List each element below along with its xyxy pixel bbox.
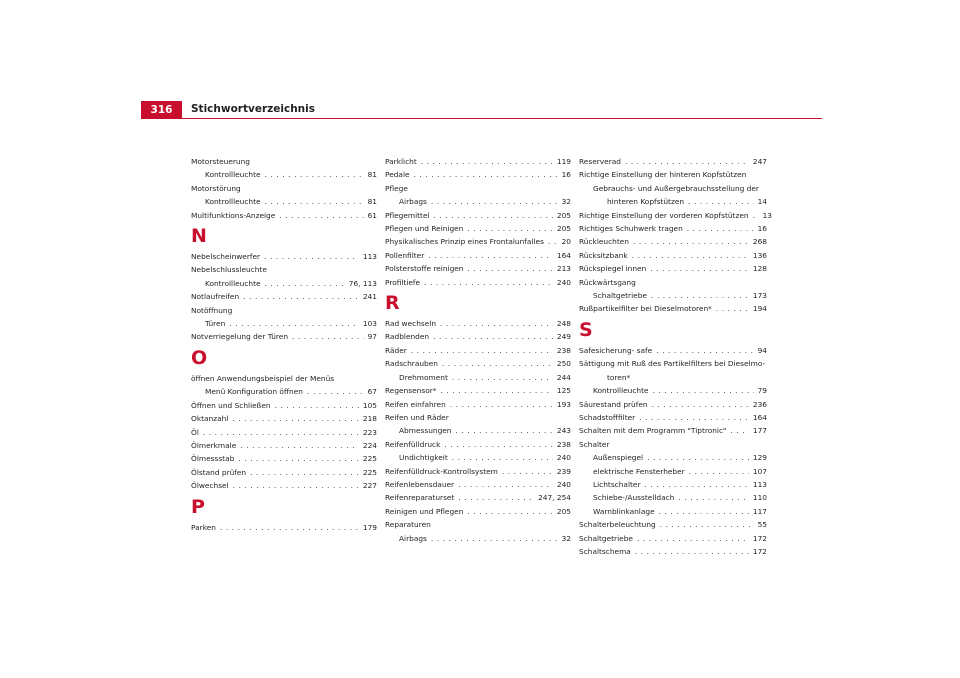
index-entry: elektrische Fensterheber . . . 107 xyxy=(579,465,767,478)
index-entry: Öffnen und Schließen . . . 105 xyxy=(191,399,377,412)
index-entry: Reifenfülldruck . . . 238 xyxy=(385,438,571,451)
index-entry: Rad wechseln . . . 248 xyxy=(385,317,571,330)
index-heading: Sättigung mit Ruß des Partikelfilters bei Dieselmo- xyxy=(579,359,766,369)
index-entry: Schiebe-/Ausstelldach . . . 110 xyxy=(579,491,767,504)
index-entry: Polsterstoffe reinigen . . . 213 xyxy=(385,262,571,275)
section-letter-r: R xyxy=(385,292,400,315)
index-entry: Notlaufreifen . . . 241 xyxy=(191,290,377,303)
index-entry: Öl . . . 223 xyxy=(191,426,377,439)
index-entry: Reinigen und Pflegen . . . 205 xyxy=(385,505,571,518)
index-entry: Safesicherung- safe . . . 94 xyxy=(579,344,767,357)
index-entry: Rußpartikelfilter bei Dieselmotoren* . . . 194 xyxy=(579,302,767,315)
page-number: 316 xyxy=(141,101,182,119)
index-entry: Schaltgetriebe . . . 172 xyxy=(579,532,767,545)
index-entry: Regensensor* . . . 125 xyxy=(385,384,571,397)
index-entry: Ölwechsel . . . 227 xyxy=(191,479,377,492)
index-heading: Reparaturen xyxy=(385,520,431,530)
index-column-1 xyxy=(191,155,377,534)
index-entry: Physikalisches Prinzip eines Frontalunfalles . . . 20 xyxy=(385,235,571,248)
index-entry: Ölmerkmale . . . 224 xyxy=(191,439,377,452)
index-heading: Gebrauchs- und Außergebrauchsstellung der xyxy=(593,183,759,193)
section-letter-s: S xyxy=(579,318,593,341)
index-entry: Lichtschalter . . . 113 xyxy=(579,478,767,491)
index-entry: Schaltschema . . . 172 xyxy=(579,545,767,558)
index-entry: Säurestand prüfen . . . 236 xyxy=(579,398,767,411)
index-entry: Schalten mit dem Programm "Tiptronic" . . . 177 xyxy=(579,424,767,437)
index-entry: Pflegen und Reinigen . . . 205 xyxy=(385,222,571,235)
index-heading: Reifen und Räder xyxy=(385,412,449,422)
index-entry: Profiltiefe . . . 240 xyxy=(385,276,571,289)
header-rule xyxy=(141,118,822,119)
index-heading: Motorsteuerung xyxy=(191,157,250,166)
index-entry: Rücksitzbank . . . 136 xyxy=(579,249,767,262)
index-entry: Pflegemittel . . . 205 xyxy=(385,209,571,222)
index-entry: Kontrollleuchte . . . 81 xyxy=(191,195,377,208)
index-entry: Schaltgetriebe . . . 173 xyxy=(579,289,767,302)
index-entry: hinteren Kopfstützen . . . 14 xyxy=(579,195,767,208)
index-entry: Abmessungen . . . 243 xyxy=(385,424,571,437)
index-heading: Richtige Einstellung der hinteren Kopfstützen xyxy=(579,170,747,180)
index-heading: Motorstörung xyxy=(191,183,241,193)
index-entry: Pedale . . . 16 xyxy=(385,168,571,181)
index-heading: öffnen Anwendungsbeispiel der Menüs xyxy=(191,373,335,383)
index-heading: Pflege xyxy=(385,183,408,193)
index-heading: toren* xyxy=(607,372,631,382)
index-entry: Pollenfilter . . . 164 xyxy=(385,249,571,262)
index-entry: Reifenfülldruck-Kontrollsystem . . . 239 xyxy=(385,465,571,478)
section-letter-n: N xyxy=(191,225,207,248)
index-entry: Multifunktions-Anzeige . . . 61 xyxy=(191,209,377,222)
index-entry: Ölstand prüfen . . . 225 xyxy=(191,466,377,479)
index-entry: Nebelscheinwerfer . . . 113 xyxy=(191,250,377,263)
index-entry: Türen . . . 103 xyxy=(191,317,377,330)
index-entry: Reserverad . . . 247 xyxy=(579,155,767,168)
index-entry: Kontrollleuchte . . . 79 xyxy=(579,384,767,397)
index-entry: Parklicht . . . 119 xyxy=(385,155,571,168)
index-entry: Rückspiegel innen . . . 128 xyxy=(579,262,767,275)
index-entry: Reifenreparaturset . . . 247, 254 xyxy=(385,491,571,504)
page-header xyxy=(141,100,822,120)
section-letter-p: P xyxy=(191,495,205,518)
index-heading: Nebelschlussleuchte xyxy=(191,265,267,275)
index-entry: Räder . . . 238 xyxy=(385,344,571,357)
index-entry: Kontrollleuchte . . . 81 xyxy=(191,168,377,181)
index-entry: Rückleuchten . . . 268 xyxy=(579,235,767,248)
index-column-3 xyxy=(579,155,772,558)
index-entry: Notverriegelung der Türen . . . 97 xyxy=(191,330,377,343)
index-entry: Reifen einfahren . . . 193 xyxy=(385,398,571,411)
index-entry: Airbags . . . 32 xyxy=(385,195,571,208)
index-entry: Außenspiegel . . . 129 xyxy=(579,451,767,464)
index-heading: Schalter xyxy=(579,439,610,449)
index-column-2 xyxy=(385,155,571,545)
section-letter-o: O xyxy=(191,346,208,369)
index-entry: Parken . . . 179 xyxy=(191,521,377,534)
index-entry: Richtiges Schuhwerk tragen . . . 16 xyxy=(579,222,767,235)
index-entry: Undichtigkeit . . . 240 xyxy=(385,451,571,464)
index-entry: Ölmessstab . . . 225 xyxy=(191,452,377,465)
page-title: Stichwortverzeichnis xyxy=(191,103,315,115)
index-entry: Menü Konfiguration öffnen . . . 67 xyxy=(191,385,377,398)
index-entry: Warnblinkanlage . . . 117 xyxy=(579,505,767,518)
index-entry: Reifenlebensdauer . . . 240 xyxy=(385,478,571,491)
index-entry: Airbags . . . 32 xyxy=(385,532,571,545)
index-heading: Notöffnung xyxy=(191,305,233,315)
index-entry: Schalterbeleuchtung . . . 55 xyxy=(579,518,767,531)
index-heading: Rückwärtsgang xyxy=(579,277,636,287)
index-entry: Radblenden . . . 249 xyxy=(385,330,571,343)
index-entry: Oktanzahl . . . 218 xyxy=(191,412,377,425)
index-entry: Schadstofffilter . . . 164 xyxy=(579,411,767,424)
index-entry: Richtige Einstellung der vorderen Kopfstützen . . . 13 xyxy=(579,209,767,222)
index-entry: Radschrauben . . . 250 xyxy=(385,357,571,370)
index-entry: Kontrollleuchte . . . 76, 113 xyxy=(191,277,377,290)
index-entry: Drehmoment . . . 244 xyxy=(385,371,571,384)
